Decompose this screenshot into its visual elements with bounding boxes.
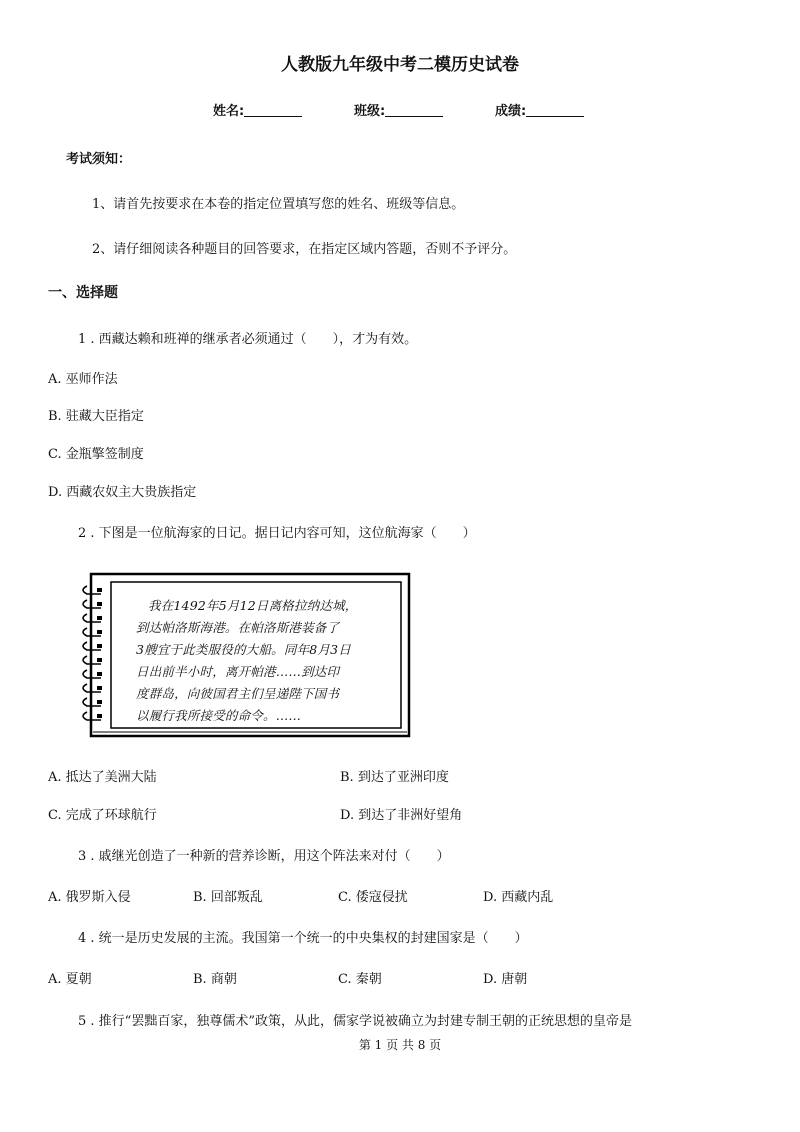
question-2-option-c[interactable]: C. 完成了环球航行 xyxy=(48,808,157,823)
diary-line: 度群岛，向彼国君主们呈递陛下国书 xyxy=(136,686,340,701)
question-4-option-c[interactable]: C. 秦朝 xyxy=(338,972,382,987)
notice-item: 1、请首先按要求在本卷的指定位置填写您的姓名、班级等信息。 xyxy=(92,197,465,212)
diary-line: 到达帕洛斯海港。在帕洛斯港装备了 xyxy=(136,620,340,635)
question-4-option-a[interactable]: A. 夏朝 xyxy=(48,972,92,987)
name-label: 姓名: xyxy=(213,104,245,119)
question-1-stem: 1 . 西藏达赖和班禅的继承者必须通过（ ），才为有效。 xyxy=(78,332,418,347)
score-blank[interactable] xyxy=(526,104,584,117)
question-3-option-a[interactable]: A. 俄罗斯入侵 xyxy=(48,890,131,905)
diary-line: 以履行我所接受的命令。…… xyxy=(136,708,302,723)
score-label: 成绩: xyxy=(495,104,527,119)
question-2-stem: 2 . 下图是一位航海家的日记。据日记内容可知，这位航海家（ ） xyxy=(78,526,476,541)
notice-heading: 考试须知： xyxy=(66,152,132,167)
question-3-option-c[interactable]: C. 倭寇侵扰 xyxy=(338,890,408,905)
question-1-option-b[interactable]: B. 驻藏大臣指定 xyxy=(48,409,144,424)
question-4-option-d[interactable]: D. 唐朝 xyxy=(483,972,528,987)
diary-line: 我在1492年5月12日离格拉纳达城， xyxy=(148,598,358,613)
name-field xyxy=(213,100,302,119)
question-3-stem: 3 . 戚继光创造了一种新的营养诊断，用这个阵法来对付（ ） xyxy=(78,849,450,864)
score-field xyxy=(495,100,584,119)
section-heading: 一、选择题 xyxy=(48,285,118,301)
question-4-option-b[interactable]: B. 商朝 xyxy=(193,972,237,987)
question-4-stem: 4 . 统一是历史发展的主流。我国第一个统一的中央集权的封建国家是（ ） xyxy=(78,931,528,946)
page-footer: 第 1 页 共 8 页 xyxy=(358,1038,442,1052)
question-3-option-d[interactable]: D. 西藏内乱 xyxy=(483,890,554,905)
question-3-option-b[interactable]: B. 回部叛乱 xyxy=(193,890,263,905)
class-blank[interactable] xyxy=(385,104,443,117)
class-label: 班级: xyxy=(354,104,386,119)
name-blank[interactable] xyxy=(244,104,302,117)
question-1-option-c[interactable]: C. 金瓶擎签制度 xyxy=(48,447,144,462)
question-2-option-d[interactable]: D. 到达了非洲好望角 xyxy=(340,808,463,823)
question-5-stem: 5 . 推行“罢黜百家，独尊儒术”政策，从此，儒家学说被确立为封建专制王朝的正统思想的皇帝是 xyxy=(78,1014,632,1029)
question-1-option-a[interactable]: A. 巫师作法 xyxy=(48,372,118,387)
question-2-option-a[interactable]: A. 抵达了美洲大陆 xyxy=(48,770,157,785)
notice-item: 2、请仔细阅读各种题目的回答要求，在指定区域内答题，否则不予评分。 xyxy=(92,242,517,257)
question-1-option-d[interactable]: D. 西藏农奴主大贵族指定 xyxy=(48,485,197,500)
diary-line: 3艘宜于此类服役的大船。同年8月3日 xyxy=(136,642,351,657)
diary-line: 日出前半小时，离开帕港……到达印 xyxy=(136,664,340,679)
question-2-option-b[interactable]: B. 到达了亚洲印度 xyxy=(340,770,449,785)
class-field xyxy=(354,100,443,119)
page-title: 人教版九年级中考二模历史试卷 xyxy=(281,55,519,75)
